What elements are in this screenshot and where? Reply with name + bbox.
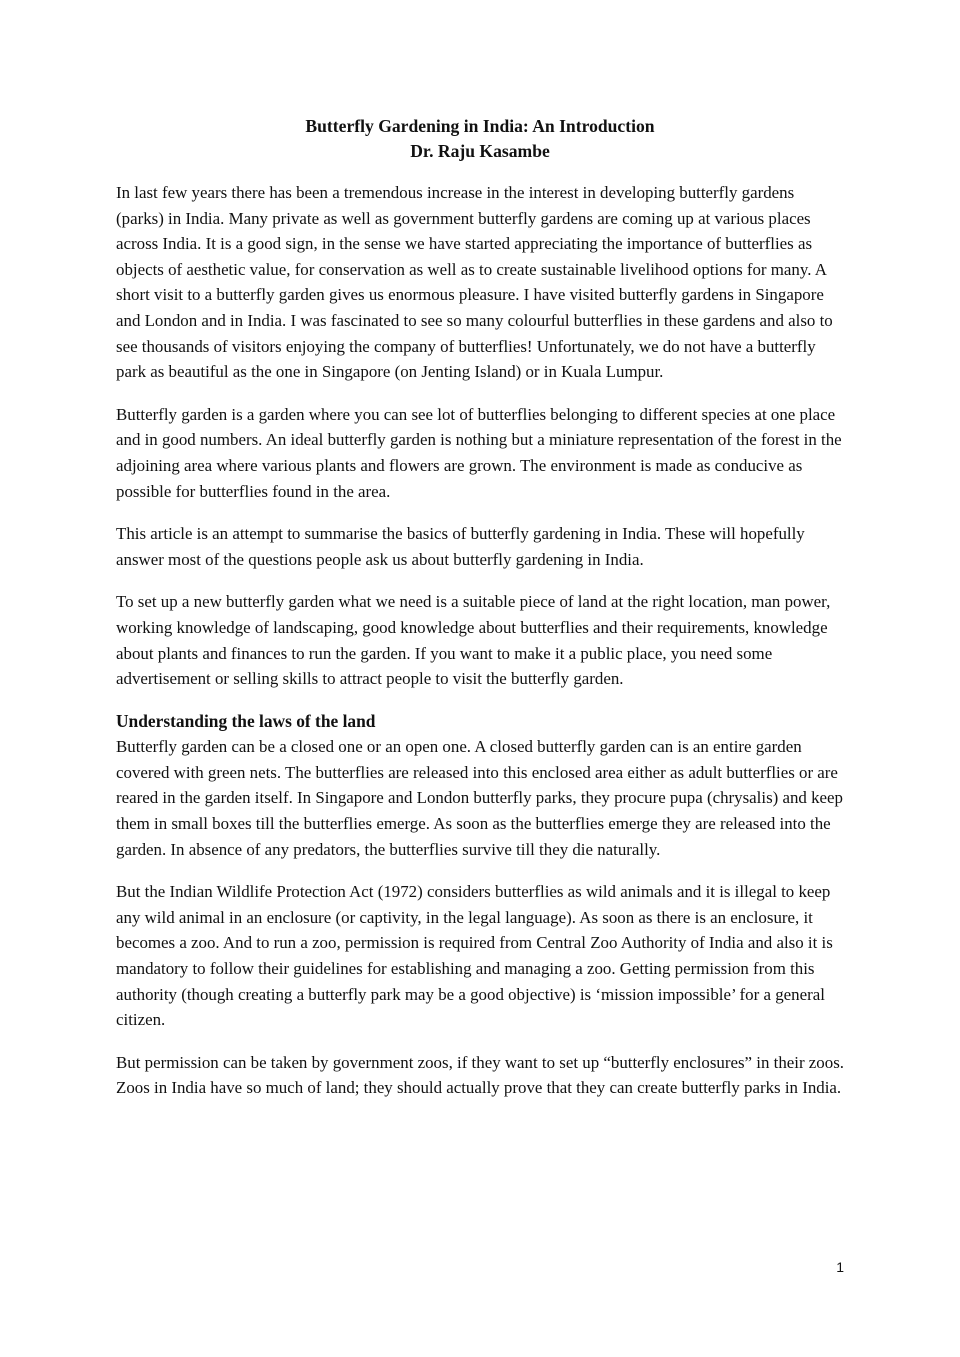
paragraph-closed-garden: Butterfly garden can be a closed one or an open one. A closed butterfly garden can is an entire garden covered with green nets. The butterflies are released into this enclosed area either as adult butterflies or are reared in the garden itself. In Singapore and London butterfly parks, they procure pupa (chrysalis) and keep them in small boxes till the butterflies emerge. As soon as the butterflies emerge they are released into the garden. In absence of any predators, the butterflies survive till they die naturally. — [116, 737, 843, 859]
paragraph-intro: In last few years there has been a tremendous increase in the interest in developing butterfly gardens (parks) in India. Many private as well as government butterfly gardens are coming up at various places across India. It is a good sign, in the sense we have started appreciating the importance of butterflies as objects of aesthetic value, for conservation as well as to create sustainable livelihood options for many. A short visit to a butterfly garden gives us enormous pleasure. I have visited butterfly gardens in Singapore and London and in India. I was fascinated to see so many colourful butterflies in these gardens and also to see thousands of visitors enjoying the company of butterflies! Unfortunately, we do not have a butterfly park as beautiful as the one in Singapore (on Jenting Island) or in Kuala Lumpur. — [116, 183, 833, 382]
paragraph-purpose: This article is an attempt to summarise the basics of butterfly gardening in India. These will hopefully answer most of the questions people ask us about butterfly gardening in India. — [116, 524, 805, 569]
paragraph-definition: Butterfly garden is a garden where you can see lot of butterflies belonging to different species at one place and in good numbers. An ideal butterfly garden is nothing but a miniature representation of the forest in the adjoining area where various plants and flowers are grown. The environment is made as conducive as possible for butterflies found in the area. — [116, 404, 842, 501]
paragraph-requirements: To set up a new butterfly garden what we need is a suitable piece of land at the right location, man power, working knowledge of landscaping, good knowledge about butterflies and their requirements, knowledge about plants and finances to run the garden. If you want to make it a public place, you need some advertisement or selling skills to attract people to visit the butterfly garden. — [116, 592, 831, 689]
section-heading: Understanding the laws of the land — [116, 710, 376, 731]
page-number: 1 — [836, 1259, 844, 1275]
title-block — [116, 114, 844, 164]
document-title: Butterfly Gardening in India: An Introduction — [305, 116, 655, 136]
section-laws — [116, 709, 844, 1101]
paragraph-wildlife-act: But the Indian Wildlife Protection Act (1972) considers butterflies as wild animals and it is illegal to keep any wild animal in an enclosure (or captivity, in the legal language). As soon as there is an enclosure, it becomes a zoo. And to run a zoo, permission is required from Central Zoo Authority of India and also it is mandatory to follow their guidelines for establishing and managing a zoo. Getting permission from this authority (though creating a butterfly park may be a good objective) is ‘mission impossible’ for a general citizen. — [116, 882, 833, 1030]
document-author: Dr. Raju Kasambe — [410, 141, 550, 161]
document-page — [116, 114, 844, 1118]
paragraph-government-zoos: But permission can be taken by government zoos, if they want to set up “butterfly enclosures” in their zoos. Zoos in India have so much of land; they should actually prove that they can create butterfly parks in India. — [116, 1052, 844, 1098]
